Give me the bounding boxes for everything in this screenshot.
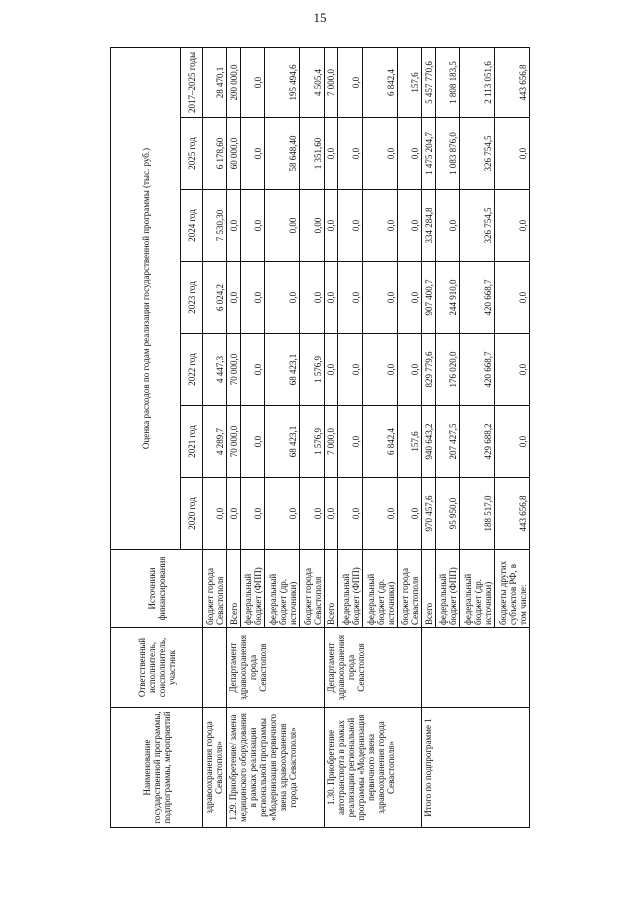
table-row [227,48,241,828]
funding-source-cell: федеральный бюджет (ФПП) [435,550,459,628]
value-cell: 207 427,5 [435,406,459,478]
value-cell: 6 842,4 [362,406,397,478]
value-cell: 0,0 [397,334,421,406]
value-cell: 0,0 [494,262,529,334]
funding-source-cell: Всего [324,550,338,628]
value-cell: 420 668,7 [460,334,495,406]
value-cell: 0,0 [241,262,265,334]
funding-source-cell: бюджет города Севастополя [397,550,421,628]
value-cell: 420 668,7 [460,262,495,334]
value-cell: 95 950,0 [435,478,459,550]
header-estimate: Оценка расходов по годам реализации государственной программы (тыс. руб.) [111,48,181,550]
value-cell: 58 648,40 [265,118,300,190]
value-cell: 0,0 [397,262,421,334]
funding-source-cell: бюджет города Севастополя [300,550,324,628]
value-cell: 200 000,0 [227,48,241,118]
value-cell: 4 289,7 [203,406,227,478]
value-cell: 829 779,6 [421,334,435,406]
funding-source-cell: федеральный бюджет (др. источники) [265,550,300,628]
value-cell: 60 000,0 [227,118,241,190]
value-cell: 0,0 [362,190,397,262]
header-responsible: Ответственный исполнитель, соисполнитель, участник [111,628,203,708]
table-row [421,48,435,828]
value-cell: 0,0 [397,190,421,262]
value-cell: 0,0 [300,262,324,334]
funding-source-cell: Всего [227,550,241,628]
value-cell: 0,0 [338,334,362,406]
expenditure-table [110,47,530,828]
funding-source-cell: бюджет города Севастополя [203,550,227,628]
year-header: 2023 год [181,262,203,334]
rotated-table-container [110,48,530,828]
value-cell: 443 656,8 [494,48,529,118]
responsible-cell [421,628,529,708]
value-cell: 1 475 204,7 [421,118,435,190]
value-cell: 0,0 [324,190,338,262]
value-cell: 334 284,8 [421,190,435,262]
value-cell: 907 400,7 [421,262,435,334]
value-cell: 0,0 [338,190,362,262]
value-cell: 0,0 [265,262,300,334]
measure-name-cell: Итого по подпрограмме 1 [421,708,529,828]
measure-name-cell: 1.29. Приобретение/ замена медицинского оборудования в рамках реализации региональной программы «Модернизация первичного звена здравоохранения города Севастополя» [227,708,324,828]
value-cell: 0,0 [397,478,421,550]
value-cell: 0,0 [324,334,338,406]
funding-source-cell: федеральный бюджет (др. источники) [460,550,495,628]
value-cell: 195 494,6 [265,48,300,118]
value-cell: 0,0 [435,190,459,262]
value-cell: 0,0 [397,118,421,190]
value-cell: 326 754,5 [460,118,495,190]
value-cell: 0,0 [494,190,529,262]
value-cell: 7 000,0 [324,406,338,478]
funding-source-cell: федеральный бюджет (ФПП) [338,550,362,628]
value-cell: 0,0 [338,478,362,550]
year-header: 2021 год [181,406,203,478]
value-cell: 940 643,2 [421,406,435,478]
year-header: 2017–2025 годы [181,48,203,118]
value-cell: 0,0 [241,118,265,190]
value-cell: 4 447,3 [203,334,227,406]
value-cell: 1 351,60 [300,118,324,190]
responsible-cell: Департамент здравоохранения города Севастополя [324,628,421,708]
value-cell: 68 423,1 [265,334,300,406]
year-header: 2022 год [181,334,203,406]
value-cell: 0,0 [494,406,529,478]
funding-source-cell: федеральный бюджет (ФПП) [241,550,265,628]
year-header: 2020 год [181,478,203,550]
value-cell: 0,00 [265,190,300,262]
value-cell: 0,0 [338,262,362,334]
value-cell: 0,0 [338,406,362,478]
table-row [324,48,338,828]
funding-source-cell: Всего [421,550,435,628]
value-cell: 7 530,30 [203,190,227,262]
year-header: 2024 год [181,190,203,262]
value-cell: 1 576,9 [300,334,324,406]
value-cell: 0,0 [324,262,338,334]
value-cell: 0,0 [265,478,300,550]
funding-source-cell: федеральный бюджет (др. источники) [362,550,397,628]
value-cell: 0,0 [362,334,397,406]
page-number: 15 [313,10,327,25]
value-cell: 0,0 [241,48,265,118]
value-cell: 0,0 [241,406,265,478]
measure-name-cell: здравоохранения города Севастополя» [203,708,227,828]
value-cell: 1 083 876,0 [435,118,459,190]
value-cell: 70 000,0 [227,334,241,406]
value-cell: 0,0 [324,478,338,550]
value-cell: 0,0 [241,190,265,262]
value-cell: 6 842,4 [362,48,397,118]
value-cell: 28 470,1 [203,48,227,118]
value-cell: 1 808 183,5 [435,48,459,118]
value-cell: 7 000,0 [324,48,338,118]
value-cell: 0,0 [227,478,241,550]
value-cell: 429 688,2 [460,406,495,478]
value-cell: 0,0 [338,118,362,190]
value-cell: 0,0 [362,262,397,334]
funding-source-cell: бюджеты других субъектов РФ, в том числе: [494,550,529,628]
value-cell: 244 910,0 [435,262,459,334]
year-header: 2025 год [181,118,203,190]
value-cell: 176 020,0 [435,334,459,406]
value-cell: 443 656,8 [494,478,529,550]
header-name: Наименование государственной программы, подпрограммы, мероприятий [111,708,203,828]
value-cell: 0,0 [241,334,265,406]
value-cell: 6 024,2 [203,262,227,334]
value-cell: 6 178,60 [203,118,227,190]
value-cell: 68 423,1 [265,406,300,478]
value-cell: 0,0 [362,478,397,550]
responsible-cell [203,628,227,708]
value-cell: 2 113 051,6 [460,48,495,118]
value-cell: 0,0 [203,478,227,550]
measure-name-cell: 1.30. Приобретение автотранспорта в рамках реализации региональной программы «Модернизация первичного звена здравоохранения города Севастополя» [324,708,421,828]
value-cell: 0,0 [494,334,529,406]
value-cell: 157,6 [397,406,421,478]
value-cell: 5 457 770,6 [421,48,435,118]
value-cell: 0,0 [494,118,529,190]
value-cell: 0,0 [227,190,241,262]
value-cell: 0,0 [324,118,338,190]
value-cell: 0,0 [227,262,241,334]
header-source: Источники финансирования [111,550,203,628]
value-cell: 0,00 [300,190,324,262]
value-cell: 326 754,5 [460,190,495,262]
value-cell: 157,6 [397,48,421,118]
value-cell: 970 457,6 [421,478,435,550]
value-cell: 0,0 [362,118,397,190]
responsible-cell: Департамент здравоохранения города Севастополя [227,628,324,708]
value-cell: 0,0 [241,478,265,550]
value-cell: 70 000,0 [227,406,241,478]
value-cell: 4 505,4 [300,48,324,118]
value-cell: 1 576,9 [300,406,324,478]
value-cell: 0,0 [300,478,324,550]
table-row [203,48,227,828]
value-cell: 0,0 [338,48,362,118]
value-cell: 188 517,0 [460,478,495,550]
